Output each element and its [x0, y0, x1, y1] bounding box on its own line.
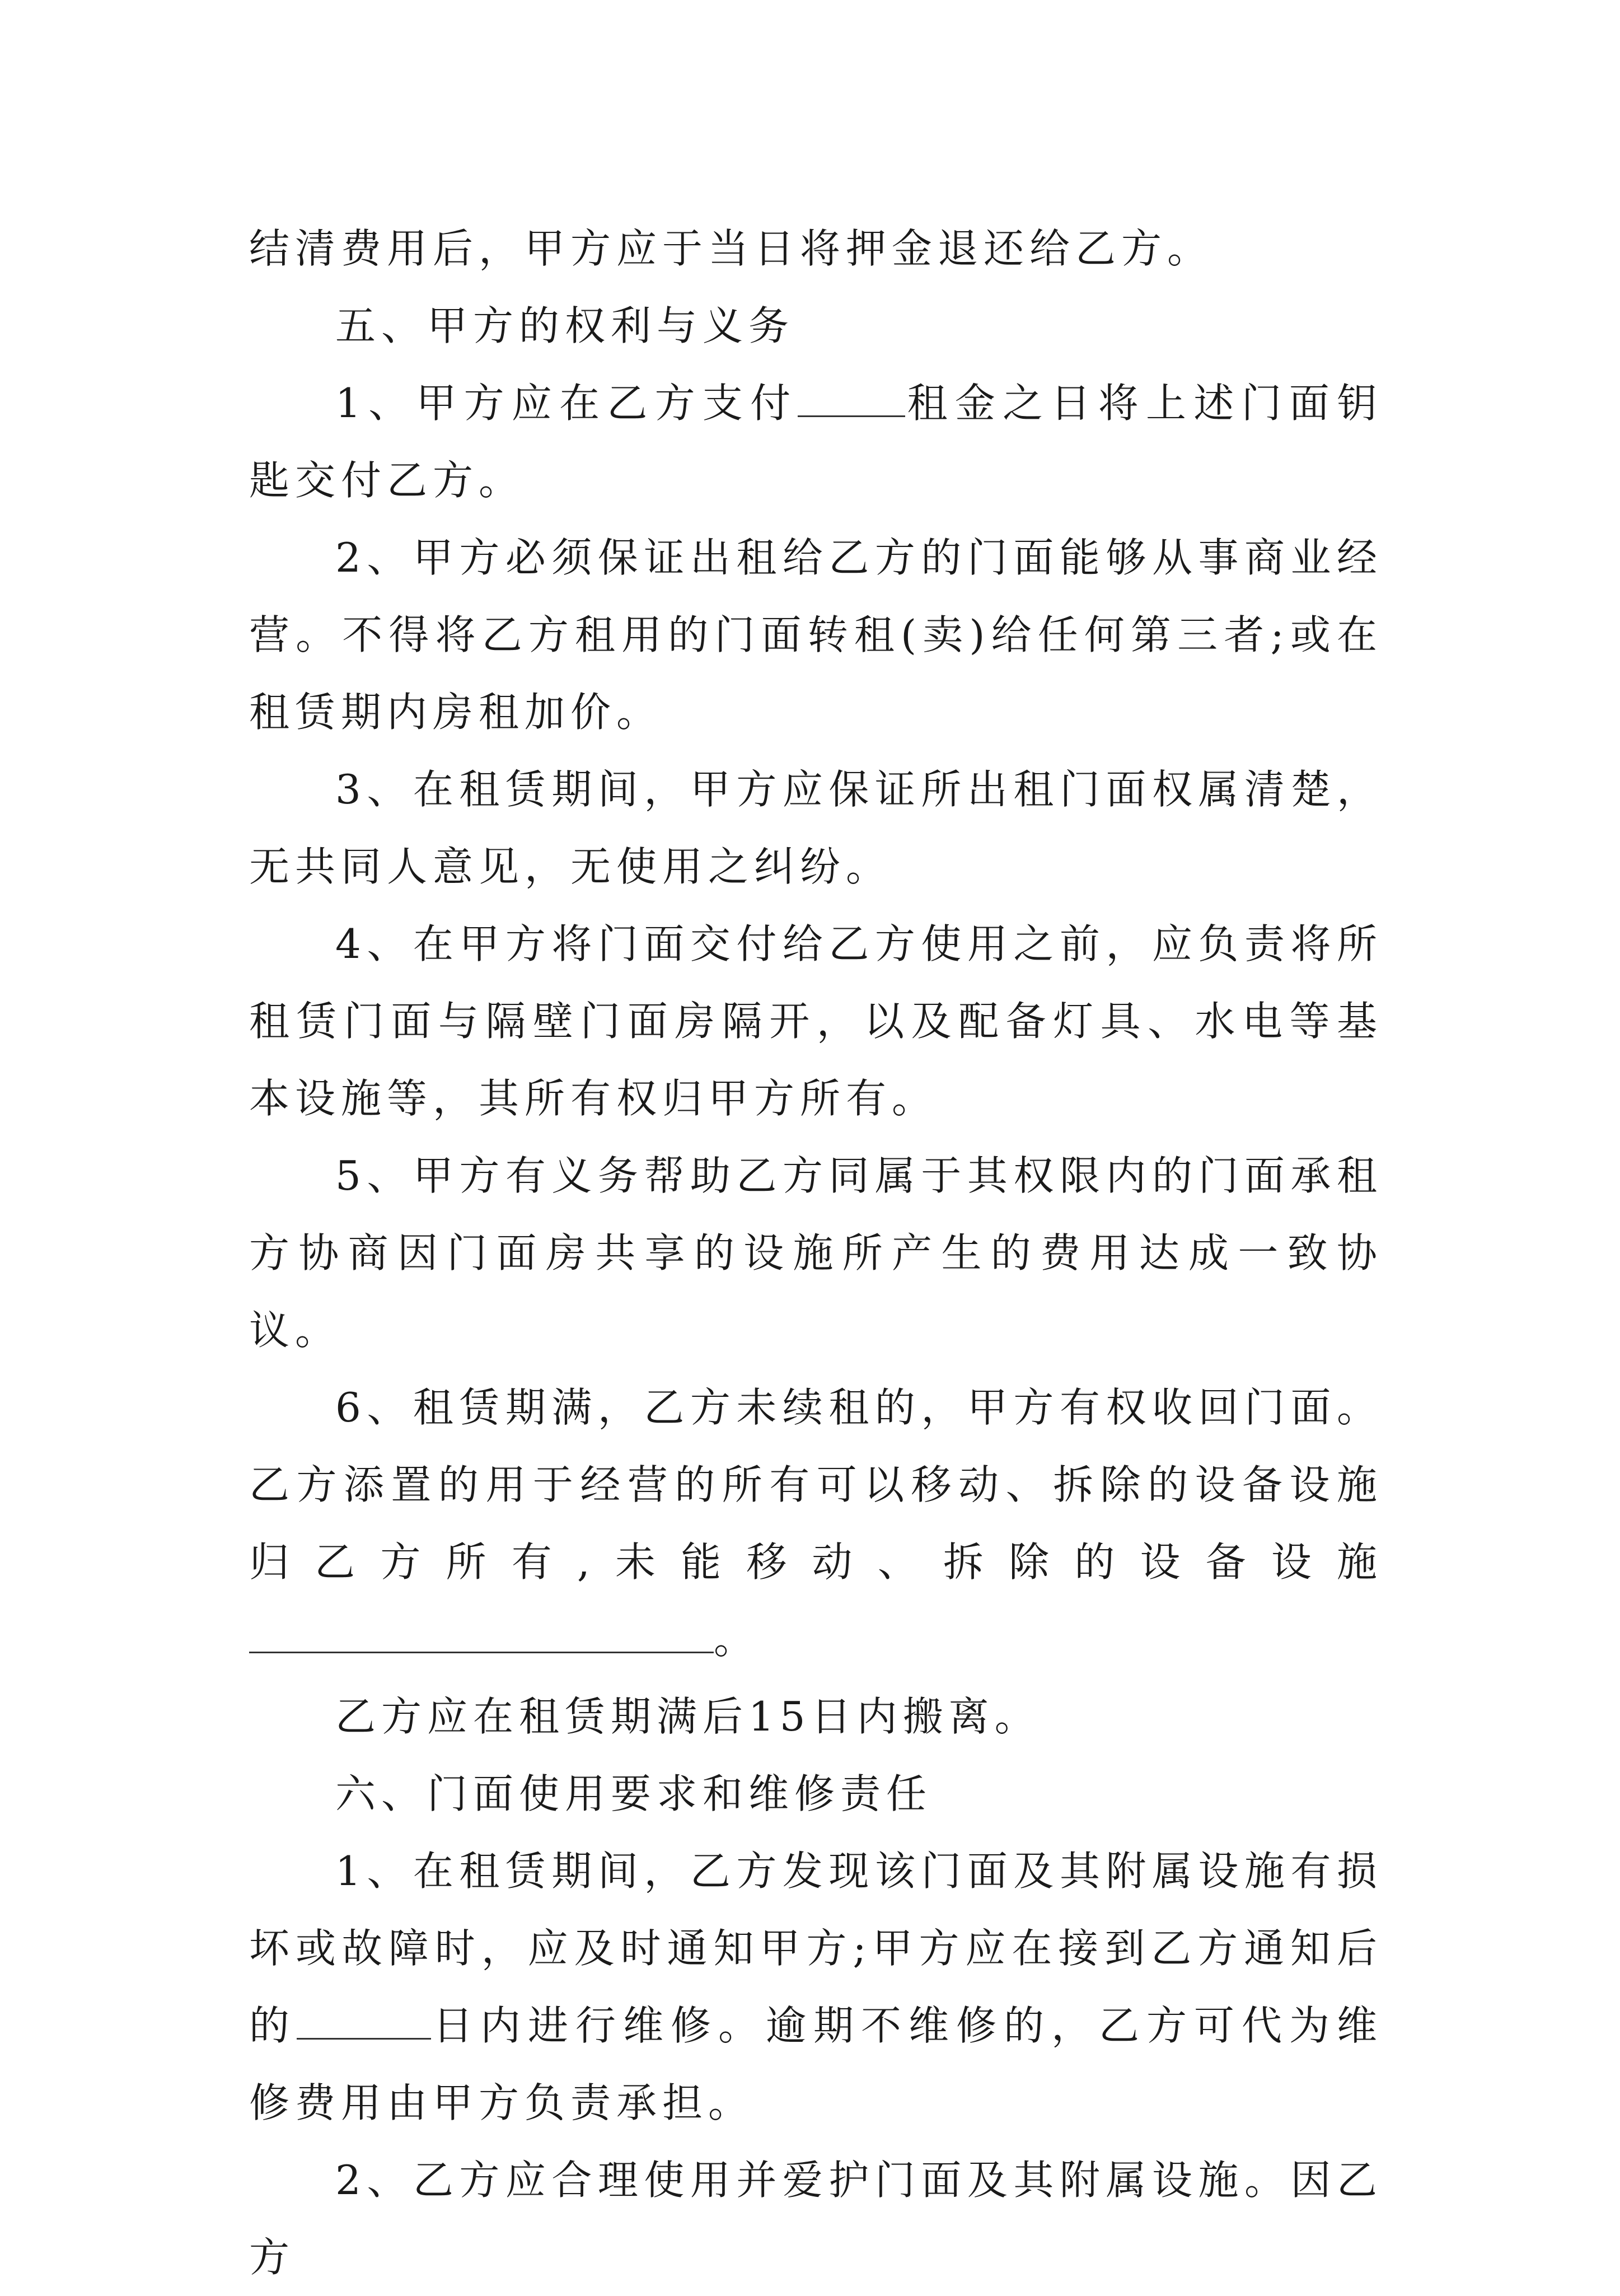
paragraph-deposit-refund: 结清费用后，甲方应于当日将押金退还给乙方。 — [249, 225, 1214, 272]
clause-5-1-text-before: 1、甲方应在乙方支付 — [335, 380, 798, 427]
clause-5-6 — [249, 1369, 1383, 1678]
section-heading-party-a-rights: 五、甲方的权利与义务 — [335, 302, 795, 349]
clause-5-1-text-after: 租金之日将上述门面钥匙交付乙方。 — [249, 380, 1383, 504]
section-heading-usage-maintenance: 六、门面使用要求和维修责任 — [335, 1770, 933, 1817]
clause-6-1-text-before: 1、在租赁期间，乙方发现该门面及其附属设施有损坏或故障时，应及时通知甲方;甲方应在接到乙方通知后的 — [249, 1848, 1383, 2049]
clause-6-1 — [249, 1832, 1383, 2141]
clause-6-2: 2、乙方应合理使用并爱护门面及其附属设施。因乙方 — [249, 2157, 1383, 2281]
clause-5-1 — [249, 364, 1383, 519]
document-body — [249, 210, 1383, 2296]
clause-5-6-text-before: 6、租赁期满，乙方未续租的，甲方有权收回门面。乙方添置的用于经营的所有可以移动、拆除的设备设施归乙方所有,未能移动、拆除的设备设施 — [249, 1384, 1383, 1586]
blank-line — [798, 378, 905, 417]
blank-line — [249, 1615, 714, 1653]
clause-5-2: 2、甲方必须保证出租给乙方的门面能够从事商业经营。不得将乙方租用的门面转租(卖)给任何第三者;或在租赁期内房租加价。 — [249, 534, 1383, 736]
clause-6-1-text-after: 日内进行维修。逾期不维修的，乙方可代为维修费用由甲方负责承担。 — [249, 2002, 1383, 2126]
clause-5-4: 4、在甲方将门面交付给乙方使用之前，应负责将所租赁门面与隔壁门面房隔开，以及配备灯具、水电等基本设施等，其所有权归甲方所有。 — [249, 920, 1383, 1122]
clause-5-5: 5、甲方有义务帮助乙方同属于其权限内的门面承租方协商因门面房共享的设施所产生的费用达成一致协议。 — [249, 1152, 1383, 1354]
clause-5-6-text-after: 。 — [714, 1616, 760, 1663]
clause-5-move-out: 乙方应在租赁期满后15日内搬离。 — [335, 1693, 1041, 1740]
clause-5-3: 3、在租赁期间，甲方应保证所出租门面权属清楚，无共同人意见，无使用之纠纷。 — [249, 766, 1383, 890]
blank-line — [297, 2001, 431, 2040]
